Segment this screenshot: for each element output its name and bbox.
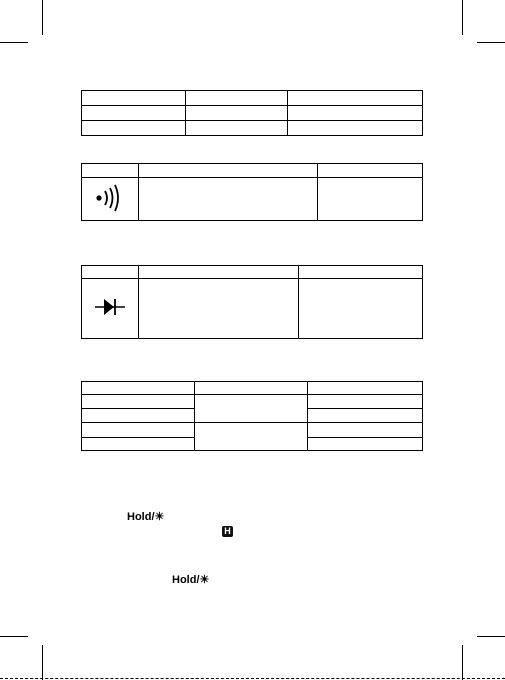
table-4 xyxy=(81,381,423,451)
hold-label: Hold/ xyxy=(172,574,200,586)
hold-backlight-label-2 xyxy=(172,573,209,586)
continuity-sound-icon xyxy=(94,183,126,213)
crop-mark-top-right-vertical xyxy=(462,0,463,35)
table-continuity xyxy=(81,163,423,221)
crop-mark-bottom-left-horizontal xyxy=(0,636,28,637)
hold-indicator-icon xyxy=(222,526,233,537)
crop-mark-bottom-right-horizontal xyxy=(477,636,505,637)
table-row xyxy=(82,121,423,136)
crop-mark-top-right-horizontal xyxy=(477,42,505,43)
crop-mark-top-left-horizontal xyxy=(0,42,28,43)
hold-backlight-label-1 xyxy=(127,510,164,523)
crop-mark-bottom-right-vertical xyxy=(462,645,463,680)
backlight-sun-icon: ☀ xyxy=(199,574,210,586)
hold-indicator-letter: H xyxy=(224,526,231,536)
crop-mark-bottom-left-vertical xyxy=(42,645,43,680)
table-row xyxy=(82,266,423,279)
backlight-sun-icon: ☀ xyxy=(154,511,165,523)
page-bottom-border xyxy=(0,678,505,679)
table-row xyxy=(82,106,423,121)
table-row xyxy=(82,178,423,221)
hold-label: Hold/ xyxy=(127,511,155,523)
table-diode xyxy=(81,265,423,339)
crop-mark-top-left-vertical xyxy=(42,0,43,35)
table-1 xyxy=(81,90,423,136)
table-row xyxy=(82,423,423,438)
table-row xyxy=(82,395,423,409)
diode-icon-cell xyxy=(82,279,139,339)
table-row xyxy=(82,164,423,178)
table-row xyxy=(82,279,423,339)
continuity-icon-cell xyxy=(82,178,139,221)
table-row xyxy=(82,91,423,106)
diode-icon xyxy=(94,296,126,318)
table-row xyxy=(82,382,423,395)
